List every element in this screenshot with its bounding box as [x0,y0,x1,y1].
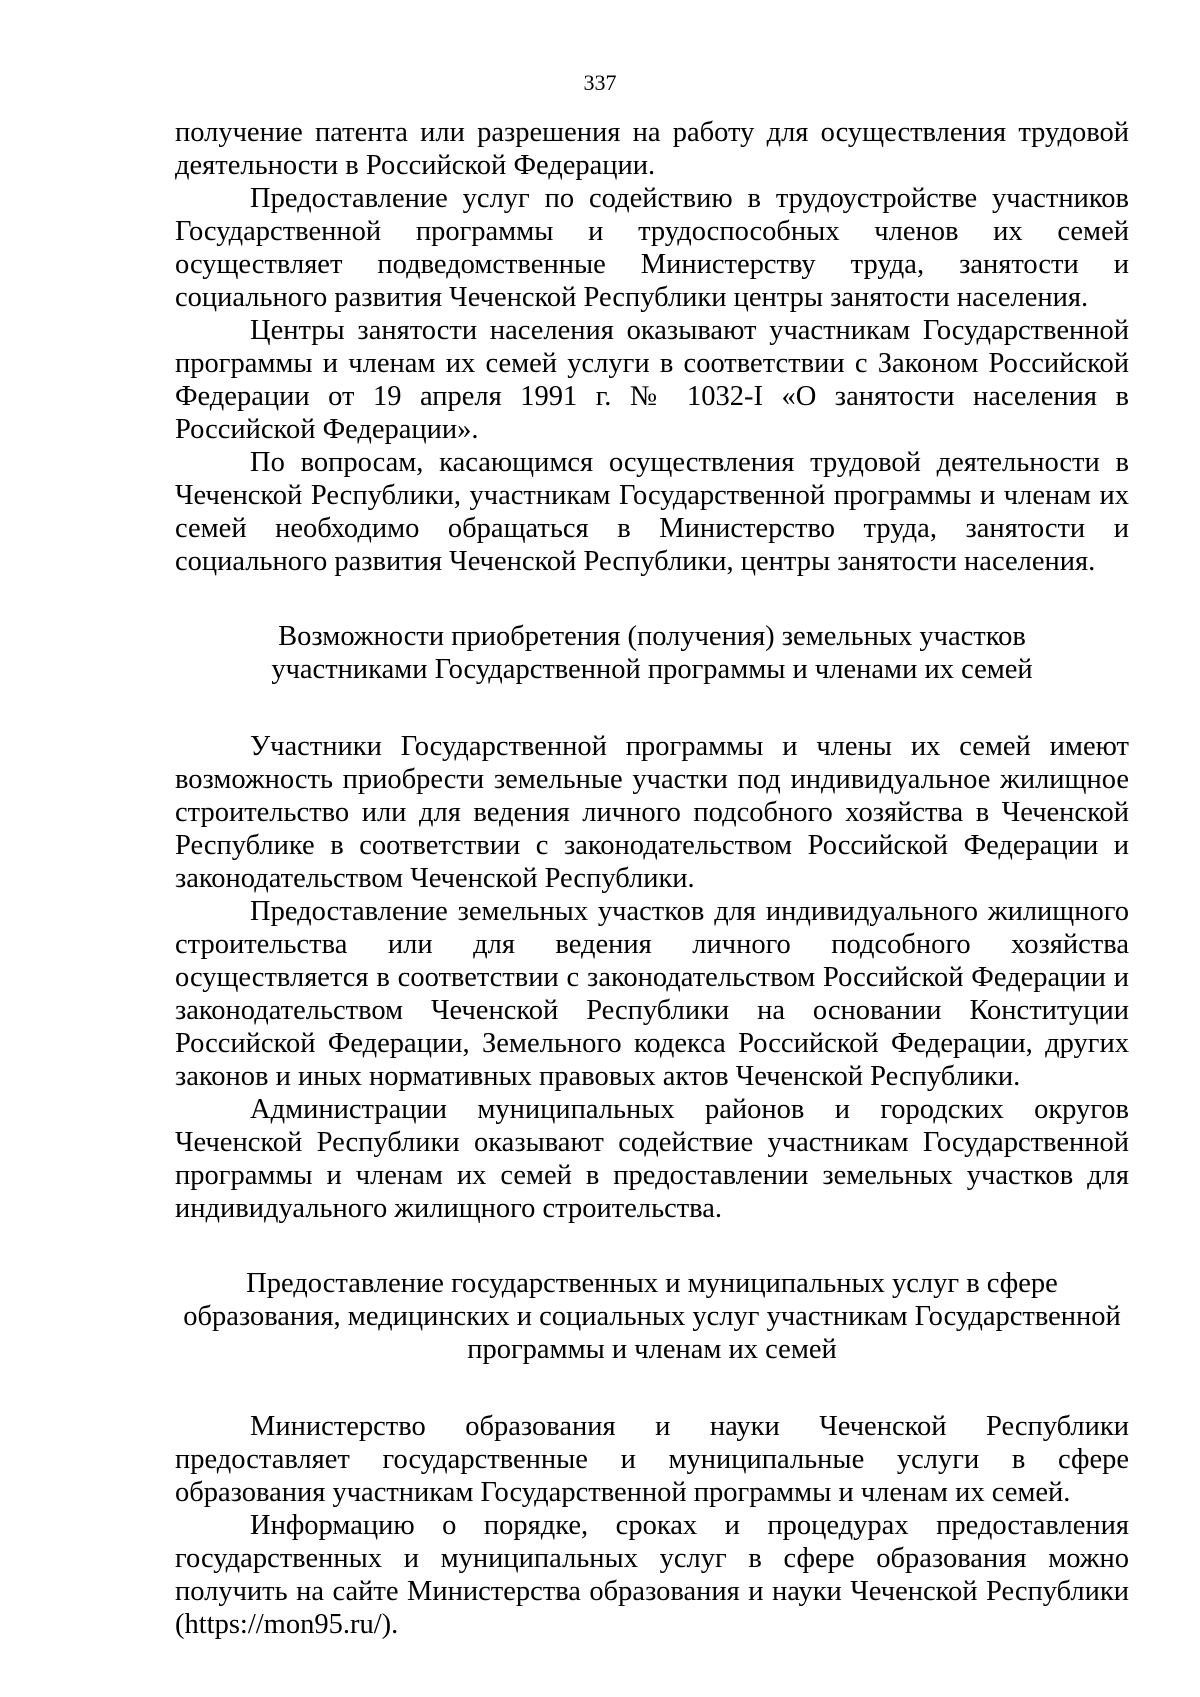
paragraph: Участники Государственной программы и члены их семей имеют возможность приобрести земельные участки под индивидуальное жилищное строительство или для ведения личного подсобного хозяйства в Чеченской Республике в соответствии с законодательством Российской Федерации и законодательством Чеченской Республики. [175,731,1129,894]
section-heading-line: Возможности приобретения (получения) земельных участков [278,621,1026,652]
paragraph: Министерство образования и науки Чеченской Республики предоставляет государственные и муниципальные услуги в сфере образования участникам Государственной программы и членам их семей. [175,1411,1129,1508]
paragraph: Предоставление земельных участков для индивидуального жилищного строительства или для ведения личного подсобного хозяйства осуществляется в соответствии с законодательством Российской Федерации и законодательством Чеченской Республики на основании Конституции Российской Федерации, Земельного кодекса Российской Федерации, других законов и иных нормативных правовых актов Чеченской Республики. [175,896,1129,1092]
paragraph: Предоставление услуг по содействию в трудоустройстве участников Государственной программы и трудоспособных членов их семей осуществляет подведомственные Министерству труда, занятости и социального развития Чеченской Республики центры занятости населения. [175,183,1129,313]
page-number: 337 [583,70,617,95]
paragraph: Информацию о порядке, сроках и процедурах предоставления государственных и муниципальных услуг в сфере образования можно получить на сайте Министерства образования и науки Чеченской Республики (https://mon95.ru/). [175,1510,1129,1640]
paragraph: Центры занятости населения оказывают участникам Государственной программы и членам их семей услуги в соответствии с Законом Российской Федерации от 19 апреля 1991 г. № 1032-I «О занятости населения в Российской Федерации». [175,315,1129,445]
section-heading-line: образования, медицинских и социальных услуг участникам Государственной [183,1301,1121,1332]
document-body [175,116,1129,1641]
section-heading-line: участниками Государственной программы и членами их семей [271,654,1033,685]
section-heading-line: Предоставление государственных и муниципальных услуг в сфере [246,1268,1058,1299]
paragraph: получение патента или разрешения на работу для осуществления трудовой деятельности в Российской Федерации. [175,117,1129,181]
section-heading-line: программы и членам их семей [467,1334,837,1365]
section-heading [175,1267,1129,1366]
paragraph: Администрации муниципальных районов и городских округов Чеченской Республики оказывают содействие участникам Государственной программы и членам их семей в предоставлении земельных участков для индивидуального жилищного строительства. [175,1094,1129,1224]
section-heading [175,620,1129,686]
paragraph: По вопросам, касающимся осуществления трудовой деятельности в Чеченской Республики, участникам Государственной программы и членам их семей необходимо обращаться в Министерство труда, занятости и социального развития Чеченской Республики, центры занятости населения. [175,447,1129,577]
